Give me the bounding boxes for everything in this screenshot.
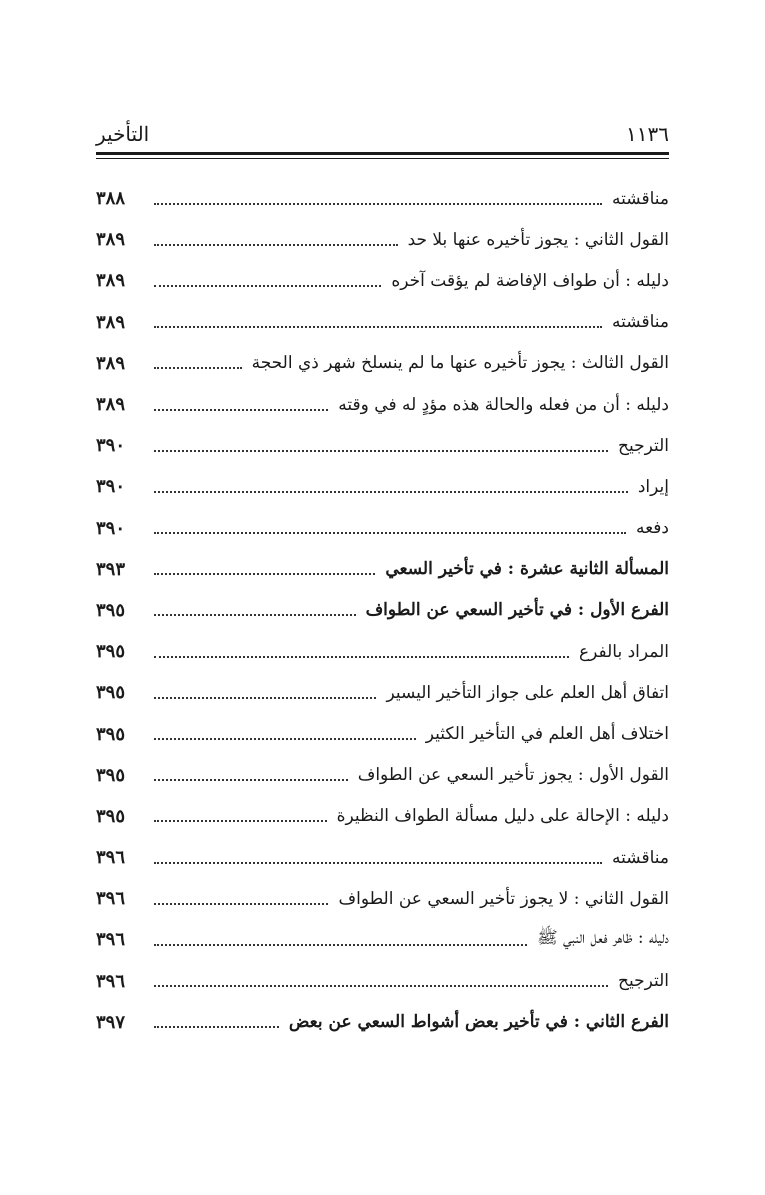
toc-entry-page: ٣٩٦: [96, 929, 126, 951]
toc-entry-title: القول الثاني : يجوز تأخيره عنها بلا حد: [407, 229, 669, 250]
toc-entry-title: دليله : ظاهر فعل النبي ﷺ: [537, 928, 669, 949]
dot-leader: [154, 275, 381, 287]
header-rule-thin: [96, 158, 669, 159]
toc-entry-page: ٣٨٨: [96, 188, 126, 210]
toc-entry-title: مناقشته: [612, 188, 669, 209]
toc-entry: [96, 631, 669, 672]
dot-leader: [154, 1016, 279, 1028]
table-of-contents: [96, 178, 669, 1043]
toc-entry: [96, 961, 669, 1002]
toc-entry-page: ٣٩٠: [96, 435, 126, 457]
dot-leader: [154, 316, 602, 328]
toc-entry-page: ٣٩٥: [96, 805, 126, 827]
dot-leader: [154, 975, 608, 987]
toc-entry-title: إيراد: [637, 476, 669, 497]
running-title: التأخير: [96, 122, 150, 146]
toc-entry-page: ٣٩٦: [96, 847, 126, 869]
toc-entry: [96, 590, 669, 631]
toc-entry-title: الفرع الأول : في تأخير السعي عن الطواف: [365, 600, 669, 621]
toc-entry: [96, 755, 669, 796]
toc-entry: [96, 796, 669, 837]
dot-leader: [154, 810, 327, 822]
toc-entry: [96, 1002, 669, 1043]
toc-entry-page: ٣٩٦: [96, 888, 126, 910]
dot-leader: [154, 893, 328, 905]
dot-leader: [154, 399, 328, 411]
toc-entry-page: ٣٩٣: [96, 558, 126, 580]
dot-leader: [154, 563, 375, 575]
dot-leader: [154, 646, 569, 658]
toc-entry: [96, 672, 669, 713]
toc-entry: [96, 178, 669, 219]
toc-entry: [96, 260, 669, 301]
toc-entry: [96, 219, 669, 260]
toc-entry-page: ٣٩٥: [96, 641, 126, 663]
toc-entry-page: ٣٩٦: [96, 970, 126, 992]
toc-entry-page: ٣٨٩: [96, 352, 126, 374]
toc-entry-title: الترجيح: [617, 971, 669, 992]
dot-leader: [154, 728, 416, 740]
toc-entry: [96, 878, 669, 919]
dot-leader: [154, 234, 398, 246]
dot-leader: [154, 934, 527, 946]
toc-entry-title: اختلاف أهل العلم في التأخير الكثير: [425, 724, 669, 745]
page-header: [96, 118, 669, 148]
toc-entry-page: ٣٨٩: [96, 270, 126, 292]
toc-entry-title: القول الثاني : لا يجوز تأخير السعي عن الطواف: [338, 888, 669, 909]
dot-leader: [154, 440, 608, 452]
toc-entry-page: ٣٩٥: [96, 682, 126, 704]
dot-leader: [154, 357, 242, 369]
toc-entry: [96, 425, 669, 466]
toc-entry-title: دفعه: [635, 518, 669, 539]
toc-entry-page: ٣٩٥: [96, 599, 126, 621]
toc-entry-title: الفرع الثاني : في تأخير بعض أشواط السعي عن بعض: [288, 1012, 669, 1033]
toc-entry-title: دليله : أن طواف الإفاضة لم يؤقت آخره: [391, 270, 669, 291]
dot-leader: [154, 481, 628, 493]
dot-leader: [154, 604, 356, 616]
toc-entry-page: ٣٨٩: [96, 311, 126, 333]
header-rule-thick: [96, 152, 669, 155]
toc-entry: [96, 466, 669, 507]
toc-entry: [96, 713, 669, 754]
toc-entry-page: ٣٩٥: [96, 723, 126, 745]
toc-entry: [96, 343, 669, 384]
dot-leader: [154, 522, 626, 534]
toc-entry-title: اتفاق أهل العلم على جواز التأخير اليسير: [386, 682, 669, 703]
dot-leader: [154, 852, 602, 864]
dot-leader: [154, 193, 602, 205]
toc-entry-page: ٣٩٠: [96, 517, 126, 539]
toc-entry-page: ٣٩٧: [96, 1011, 126, 1033]
toc-entry-title: المسألة الثانية عشرة : في تأخير السعي: [385, 559, 669, 580]
toc-entry-title: دليله : الإحالة على دليل مسألة الطواف النظيرة: [336, 806, 669, 827]
toc-entry: [96, 919, 669, 960]
toc-entry-page: ٣٨٩: [96, 229, 126, 251]
toc-entry: [96, 302, 669, 343]
toc-entry: [96, 837, 669, 878]
toc-entry-title: مناقشته: [612, 847, 669, 868]
toc-entry-title: مناقشته: [612, 312, 669, 333]
toc-entry-page: ٣٨٩: [96, 394, 126, 416]
toc-entry-title: دليله : أن من فعله والحالة هذه مؤدٍ له في وقته: [338, 394, 669, 415]
toc-entry: [96, 508, 669, 549]
toc-entry-title: الترجيح: [617, 435, 669, 456]
toc-entry-page: ٣٩٠: [96, 476, 126, 498]
dot-leader: [154, 769, 348, 781]
toc-entry: [96, 384, 669, 425]
toc-entry-title: القول الثالث : يجوز تأخيره عنها ما لم ينسلخ شهر ذي الحجة: [251, 353, 669, 374]
toc-entry-title: المراد بالفرع: [578, 641, 669, 662]
toc-entry-title: القول الأول : يجوز تأخير السعي عن الطواف: [357, 765, 669, 786]
dot-leader: [154, 687, 376, 699]
toc-entry-page: ٣٩٥: [96, 764, 126, 786]
page-number: ١١٣٦: [626, 122, 669, 146]
toc-entry: [96, 549, 669, 590]
